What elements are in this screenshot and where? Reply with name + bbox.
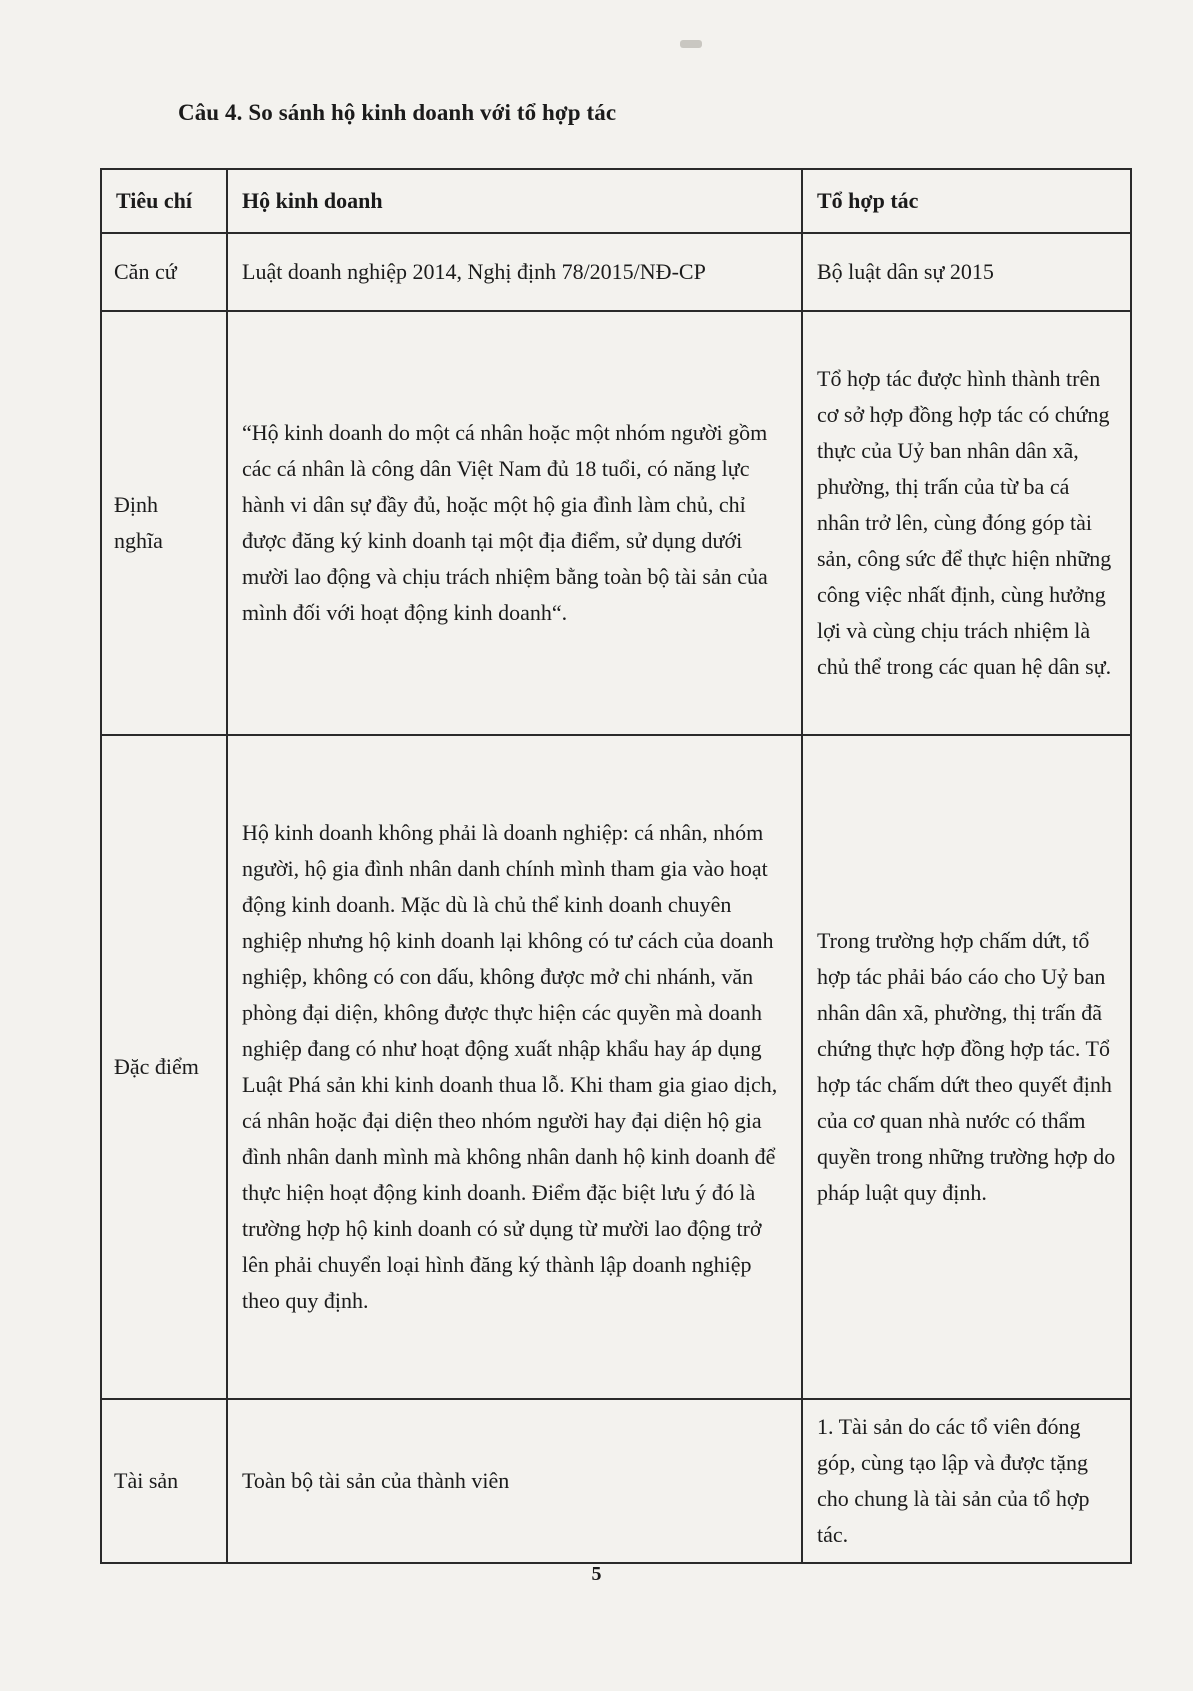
household-cell: Luật doanh nghiệp 2014, Nghị định 78/2015/NĐ-CP: [227, 233, 802, 311]
page-number: 5: [591, 1563, 602, 1585]
table-row: [101, 311, 1131, 735]
header-cooperative: Tổ hợp tác: [802, 169, 1131, 233]
criterion-cell: Căn cứ: [101, 233, 227, 311]
cooperative-cell: Tổ hợp tác được hình thành trên cơ sở hợp đồng hợp tác có chứng thực của Uỷ ban nhân dân xã, phường, thị trấn của từ ba cá nhân trở lên, cùng đóng góp tài sản, công sức để thực hiện những công việc nhất định, cùng hưởng lợi và cùng chịu trách nhiệm là chủ thể trong các quan hệ dân sự.: [802, 311, 1131, 735]
question-heading: Câu 4. So sánh hộ kinh doanh với tổ hợp tác: [178, 100, 617, 125]
household-cell: “Hộ kinh doanh do một cá nhân hoặc một nhóm người gồm các cá nhân là công dân Việt Nam đủ 18 tuổi, có năng lực hành vi dân sự đầy đủ, hoặc một hộ gia đình làm chủ, chỉ được đăng ký kinh doanh tại một địa điểm, sử dụng dưới mười lao động và chịu trách nhiệm bằng toàn bộ tài sản của mình đối với hoạt động kinh doanh“.: [227, 311, 802, 735]
criterion-cell: Đặc điểm: [101, 735, 227, 1399]
scan-artifact: [680, 40, 702, 48]
household-cell: Hộ kinh doanh không phải là doanh nghiệp: cá nhân, nhóm người, hộ gia đình nhân danh chính mình tham gia vào hoạt động kinh doanh. Mặc dù là chủ thể kinh doanh chuyên nghiệp nhưng hộ kinh doanh lại không có tư cách của doanh nghiệp, không có con dấu, không được mở chi nhánh, văn phòng đại diện, không được thực hiện các quyền mà doanh nghiệp đang có như hoạt động xuất nhập khẩu hay áp dụng Luật Phá sản khi kinh doanh thua lỗ. Khi tham gia giao dịch, cá nhân hoặc đại diện theo nhóm người hay đại diện hộ gia đình nhân danh mình mà không nhân danh hộ kinh doanh để thực hiện hoạt động kinh doanh. Điểm đặc biệt lưu ý đó là trường hợp hộ kinh doanh có sử dụng từ mười lao động trở lên phải chuyển loại hình đăng ký thành lập doanh nghiệp theo quy định.: [227, 735, 802, 1399]
household-cell: Toàn bộ tài sản của thành viên: [227, 1399, 802, 1563]
cooperative-cell: Bộ luật dân sự 2015: [802, 233, 1131, 311]
table-row: [101, 233, 1131, 311]
criterion-cell: Định nghĩa: [101, 311, 227, 735]
table-header-row: [101, 169, 1131, 233]
criterion-cell: Tài sản: [101, 1399, 227, 1563]
header-criterion: Tiêu chí: [101, 169, 227, 233]
cooperative-cell: Trong trường hợp chấm dứt, tổ hợp tác phải báo cáo cho Uỷ ban nhân dân xã, phường, thị trấn đã chứng thực hợp đồng hợp tác. Tổ hợp tác chấm dứt theo quyết định của cơ quan nhà nước có thẩm quyền trong những trường hợp do pháp luật quy định.: [802, 735, 1131, 1399]
table-row: [101, 735, 1131, 1399]
table-row: [101, 1399, 1131, 1563]
comparison-table: [100, 168, 1132, 1564]
header-household: Hộ kinh doanh: [227, 169, 802, 233]
cooperative-cell: 1. Tài sản do các tổ viên đóng góp, cùng tạo lập và được tặng cho chung là tài sản của tổ hợp tác.: [802, 1399, 1131, 1563]
